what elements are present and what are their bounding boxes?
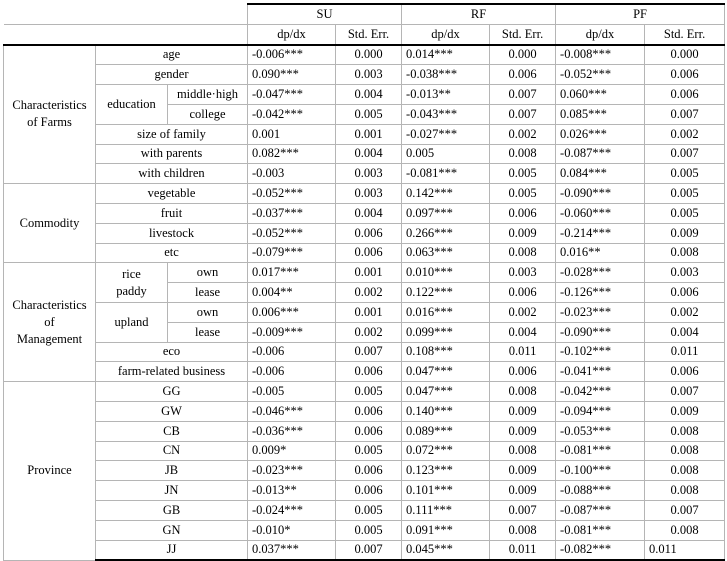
subgroup-label-upland: upland: [96, 302, 168, 342]
row-label: gender: [96, 65, 248, 85]
row-label: farm-related business: [96, 362, 248, 382]
cell-pf-se: 0.008: [645, 243, 725, 263]
cell-pf-dpdx: -0.087***: [556, 144, 645, 164]
cell-pf-dpdx: 0.016**: [556, 243, 645, 263]
cell-pf-dpdx: -0.126***: [556, 283, 645, 303]
cell-pf-se: 0.011: [645, 342, 725, 362]
cell-pf-se: 0.000: [645, 45, 725, 65]
header-group-pf: PF: [556, 4, 725, 24]
cell-su-se: 0.003: [336, 164, 402, 184]
subgroup-label-line: rice: [122, 266, 141, 281]
cell-pf-se: 0.008: [645, 461, 725, 481]
cell-pf-dpdx: -0.081***: [556, 520, 645, 540]
cell-su-se: 0.006: [336, 243, 402, 263]
cell-su-dpdx: 0.004**: [248, 283, 336, 303]
row-label: CN: [96, 441, 248, 461]
cell-su-dpdx: -0.003: [248, 164, 336, 184]
cell-rf-dpdx: -0.027***: [402, 124, 490, 144]
header-group-rf: RF: [402, 4, 556, 24]
cell-rf-dpdx: 0.140***: [402, 401, 490, 421]
cell-pf-dpdx: -0.094***: [556, 401, 645, 421]
table-row: [4, 362, 725, 382]
cell-pf-dpdx: 0.085***: [556, 104, 645, 124]
cell-pf-se: 0.006: [645, 283, 725, 303]
cell-rf-se: 0.002: [490, 124, 556, 144]
cell-rf-se: 0.005: [490, 184, 556, 204]
cell-su-se: 0.003: [336, 184, 402, 204]
cell-su-dpdx: -0.047***: [248, 85, 336, 105]
cell-rf-dpdx: 0.122***: [402, 283, 490, 303]
cell-pf-se: 0.008: [645, 421, 725, 441]
table-row: [4, 263, 725, 283]
section-label-commodity: Commodity: [4, 184, 96, 263]
cell-pf-dpdx: -0.023***: [556, 302, 645, 322]
cell-pf-se: 0.003: [645, 263, 725, 283]
table-row: [4, 203, 725, 223]
cell-su-se: 0.005: [336, 500, 402, 520]
row-label: livestock: [96, 223, 248, 243]
cell-rf-se: 0.006: [490, 283, 556, 303]
cell-pf-se: 0.011: [645, 540, 725, 560]
cell-su-dpdx: 0.090***: [248, 65, 336, 85]
cell-pf-dpdx: -0.100***: [556, 461, 645, 481]
cell-su-dpdx: -0.006: [248, 342, 336, 362]
cell-su-dpdx: -0.013**: [248, 481, 336, 501]
cell-su-se: 0.007: [336, 342, 402, 362]
table-row: [4, 124, 725, 144]
row-label: JN: [96, 481, 248, 501]
cell-rf-se: 0.000: [490, 45, 556, 65]
cell-pf-dpdx: -0.087***: [556, 500, 645, 520]
cell-pf-dpdx: -0.102***: [556, 342, 645, 362]
cell-pf-se: 0.008: [645, 441, 725, 461]
section-label-line: Management: [16, 331, 83, 346]
table-row: [4, 441, 725, 461]
row-label: size of family: [96, 124, 248, 144]
cell-rf-dpdx: 0.014***: [402, 45, 490, 65]
cell-pf-se: 0.006: [645, 85, 725, 105]
cell-su-se: 0.006: [336, 461, 402, 481]
cell-pf-dpdx: 0.026***: [556, 124, 645, 144]
cell-pf-se: 0.008: [645, 481, 725, 501]
cell-rf-dpdx: 0.097***: [402, 203, 490, 223]
row-label: JB: [96, 461, 248, 481]
cell-pf-dpdx: -0.042***: [556, 382, 645, 402]
cell-su-se: 0.005: [336, 382, 402, 402]
header-rf-stderr: Std. Err.: [490, 24, 556, 44]
cell-su-dpdx: -0.037***: [248, 203, 336, 223]
cell-rf-dpdx: 0.005: [402, 144, 490, 164]
cell-rf-dpdx: 0.108***: [402, 342, 490, 362]
row-label: GG: [96, 382, 248, 402]
cell-rf-dpdx: -0.081***: [402, 164, 490, 184]
cell-pf-dpdx: 0.060***: [556, 85, 645, 105]
cell-su-dpdx: 0.017***: [248, 263, 336, 283]
cell-pf-se: 0.006: [645, 362, 725, 382]
cell-su-dpdx: -0.023***: [248, 461, 336, 481]
header-rf-dpdx: dp/dx: [402, 24, 490, 44]
cell-rf-se: 0.008: [490, 144, 556, 164]
table-row: [4, 461, 725, 481]
cell-pf-dpdx: -0.214***: [556, 223, 645, 243]
cell-pf-dpdx: -0.028***: [556, 263, 645, 283]
cell-pf-se: 0.006: [645, 65, 725, 85]
cell-su-dpdx: 0.082***: [248, 144, 336, 164]
cell-su-se: 0.003: [336, 65, 402, 85]
cell-pf-dpdx: -0.090***: [556, 322, 645, 342]
cell-su-dpdx: -0.006***: [248, 45, 336, 65]
cell-rf-dpdx: 0.099***: [402, 322, 490, 342]
cell-su-dpdx: 0.009*: [248, 441, 336, 461]
cell-su-dpdx: -0.079***: [248, 243, 336, 263]
row-label: with parents: [96, 144, 248, 164]
regression-results-table: [3, 3, 725, 561]
section-label-province: Province: [4, 382, 96, 561]
cell-pf-se: 0.009: [645, 223, 725, 243]
table-row: [4, 144, 725, 164]
cell-su-se: 0.001: [336, 302, 402, 322]
cell-rf-dpdx: 0.063***: [402, 243, 490, 263]
cell-rf-dpdx: 0.072***: [402, 441, 490, 461]
cell-su-se: 0.004: [336, 144, 402, 164]
cell-rf-se: 0.005: [490, 164, 556, 184]
cell-su-dpdx: -0.024***: [248, 500, 336, 520]
table-row: [4, 500, 725, 520]
cell-su-dpdx: -0.009***: [248, 322, 336, 342]
cell-pf-se: 0.005: [645, 203, 725, 223]
cell-su-se: 0.006: [336, 401, 402, 421]
table-row: [4, 302, 725, 322]
cell-su-dpdx: -0.052***: [248, 184, 336, 204]
cell-su-se: 0.006: [336, 362, 402, 382]
cell-pf-se: 0.008: [645, 520, 725, 540]
table-row: [4, 382, 725, 402]
row-label: age: [96, 45, 248, 65]
cell-rf-dpdx: 0.045***: [402, 540, 490, 560]
row-label: college: [168, 104, 248, 124]
cell-rf-dpdx: 0.047***: [402, 362, 490, 382]
cell-su-dpdx: 0.001: [248, 124, 336, 144]
cell-pf-dpdx: -0.008***: [556, 45, 645, 65]
cell-su-dpdx: -0.046***: [248, 401, 336, 421]
cell-rf-dpdx: -0.013**: [402, 85, 490, 105]
cell-pf-dpdx: -0.053***: [556, 421, 645, 441]
cell-su-dpdx: -0.005: [248, 382, 336, 402]
cell-rf-se: 0.009: [490, 223, 556, 243]
table-row: [4, 85, 725, 105]
table-row: [4, 481, 725, 501]
cell-pf-dpdx: -0.088***: [556, 481, 645, 501]
table-row: [4, 243, 725, 263]
subgroup-label-education: education: [96, 85, 168, 125]
cell-su-dpdx: -0.036***: [248, 421, 336, 441]
table-row: [4, 401, 725, 421]
cell-pf-se: 0.002: [645, 124, 725, 144]
cell-rf-se: 0.006: [490, 362, 556, 382]
cell-su-se: 0.005: [336, 441, 402, 461]
header-su-stderr: Std. Err.: [336, 24, 402, 44]
cell-rf-se: 0.008: [490, 441, 556, 461]
cell-pf-se: 0.004: [645, 322, 725, 342]
cell-rf-se: 0.009: [490, 421, 556, 441]
header-group-su: SU: [248, 4, 402, 24]
row-label: middle·high: [168, 85, 248, 105]
section-label-farms: Characteristics of Farms: [4, 45, 96, 184]
row-label: vegetable: [96, 184, 248, 204]
cell-su-dpdx: -0.042***: [248, 104, 336, 124]
table-row: [4, 184, 725, 204]
cell-rf-se: 0.008: [490, 382, 556, 402]
cell-pf-dpdx: -0.090***: [556, 184, 645, 204]
cell-pf-se: 0.002: [645, 302, 725, 322]
table-row: [4, 164, 725, 184]
cell-pf-se: 0.009: [645, 401, 725, 421]
row-label: etc: [96, 243, 248, 263]
cell-su-se: 0.006: [336, 223, 402, 243]
row-label: GB: [96, 500, 248, 520]
cell-rf-dpdx: 0.101***: [402, 481, 490, 501]
cell-rf-se: 0.004: [490, 322, 556, 342]
cell-rf-se: 0.008: [490, 520, 556, 540]
cell-rf-se: 0.003: [490, 263, 556, 283]
row-label: GN: [96, 520, 248, 540]
cell-su-dpdx: -0.052***: [248, 223, 336, 243]
cell-su-se: 0.002: [336, 322, 402, 342]
cell-rf-se: 0.002: [490, 302, 556, 322]
table-row: [4, 45, 725, 65]
section-label-line: of: [44, 314, 55, 329]
cell-pf-se: 0.007: [645, 382, 725, 402]
cell-su-se: 0.002: [336, 283, 402, 303]
cell-rf-dpdx: 0.089***: [402, 421, 490, 441]
cell-rf-dpdx: 0.111***: [402, 500, 490, 520]
row-label: own: [168, 263, 248, 283]
cell-rf-dpdx: -0.043***: [402, 104, 490, 124]
cell-pf-dpdx: -0.041***: [556, 362, 645, 382]
cell-su-se: 0.001: [336, 124, 402, 144]
cell-rf-se: 0.007: [490, 104, 556, 124]
cell-rf-dpdx: 0.047***: [402, 382, 490, 402]
cell-rf-se: 0.006: [490, 203, 556, 223]
cell-rf-dpdx: 0.091***: [402, 520, 490, 540]
cell-rf-se: 0.009: [490, 401, 556, 421]
cell-su-se: 0.004: [336, 85, 402, 105]
cell-pf-dpdx: -0.052***: [556, 65, 645, 85]
row-label: GW: [96, 401, 248, 421]
table-row: [4, 223, 725, 243]
table-row: [4, 540, 725, 560]
cell-pf-dpdx: -0.082***: [556, 540, 645, 560]
cell-su-dpdx: 0.037***: [248, 540, 336, 560]
table-row: [4, 520, 725, 540]
section-label-management: [4, 263, 96, 382]
row-label: with children: [96, 164, 248, 184]
cell-rf-se: 0.007: [490, 85, 556, 105]
cell-rf-se: 0.007: [490, 500, 556, 520]
table-row: [4, 342, 725, 362]
cell-rf-se: 0.009: [490, 461, 556, 481]
regression-table-container: [3, 3, 724, 561]
row-label: CB: [96, 421, 248, 441]
cell-su-dpdx: -0.006: [248, 362, 336, 382]
cell-pf-se: 0.005: [645, 164, 725, 184]
row-label: eco: [96, 342, 248, 362]
cell-rf-se: 0.011: [490, 342, 556, 362]
cell-su-dpdx: 0.006***: [248, 302, 336, 322]
cell-su-se: 0.005: [336, 104, 402, 124]
header-row-sub: [4, 24, 725, 44]
header-pf-stderr: Std. Err.: [645, 24, 725, 44]
subgroup-label-rice-paddy: [96, 263, 168, 303]
cell-rf-se: 0.009: [490, 481, 556, 501]
cell-su-se: 0.001: [336, 263, 402, 283]
row-label: lease: [168, 283, 248, 303]
header-pf-dpdx: dp/dx: [556, 24, 645, 44]
cell-su-se: 0.006: [336, 481, 402, 501]
cell-su-se: 0.006: [336, 421, 402, 441]
row-label: JJ: [96, 540, 248, 560]
cell-pf-se: 0.007: [645, 500, 725, 520]
cell-rf-dpdx: 0.266***: [402, 223, 490, 243]
cell-rf-dpdx: 0.016***: [402, 302, 490, 322]
cell-pf-dpdx: -0.060***: [556, 203, 645, 223]
row-label: own: [168, 302, 248, 322]
table-row: [4, 65, 725, 85]
cell-pf-dpdx: -0.081***: [556, 441, 645, 461]
section-label-line: Characteristics: [12, 297, 87, 312]
cell-su-dpdx: -0.010*: [248, 520, 336, 540]
cell-pf-se: 0.007: [645, 144, 725, 164]
cell-pf-dpdx: 0.084***: [556, 164, 645, 184]
header-row-groups: [4, 4, 725, 24]
cell-pf-se: 0.007: [645, 104, 725, 124]
row-label: fruit: [96, 203, 248, 223]
header-blank: [4, 4, 248, 24]
cell-rf-dpdx: 0.010***: [402, 263, 490, 283]
cell-su-se: 0.007: [336, 540, 402, 560]
cell-su-se: 0.005: [336, 520, 402, 540]
header-blank-2: [4, 24, 248, 44]
cell-su-se: 0.004: [336, 203, 402, 223]
cell-rf-se: 0.011: [490, 540, 556, 560]
subgroup-label-line: paddy: [116, 283, 147, 298]
cell-rf-dpdx: 0.123***: [402, 461, 490, 481]
cell-rf-se: 0.006: [490, 65, 556, 85]
cell-pf-se: 0.005: [645, 184, 725, 204]
row-label: lease: [168, 322, 248, 342]
table-row: [4, 421, 725, 441]
header-su-dpdx: dp/dx: [248, 24, 336, 44]
cell-rf-dpdx: -0.038***: [402, 65, 490, 85]
cell-rf-se: 0.008: [490, 243, 556, 263]
cell-su-se: 0.000: [336, 45, 402, 65]
cell-rf-dpdx: 0.142***: [402, 184, 490, 204]
